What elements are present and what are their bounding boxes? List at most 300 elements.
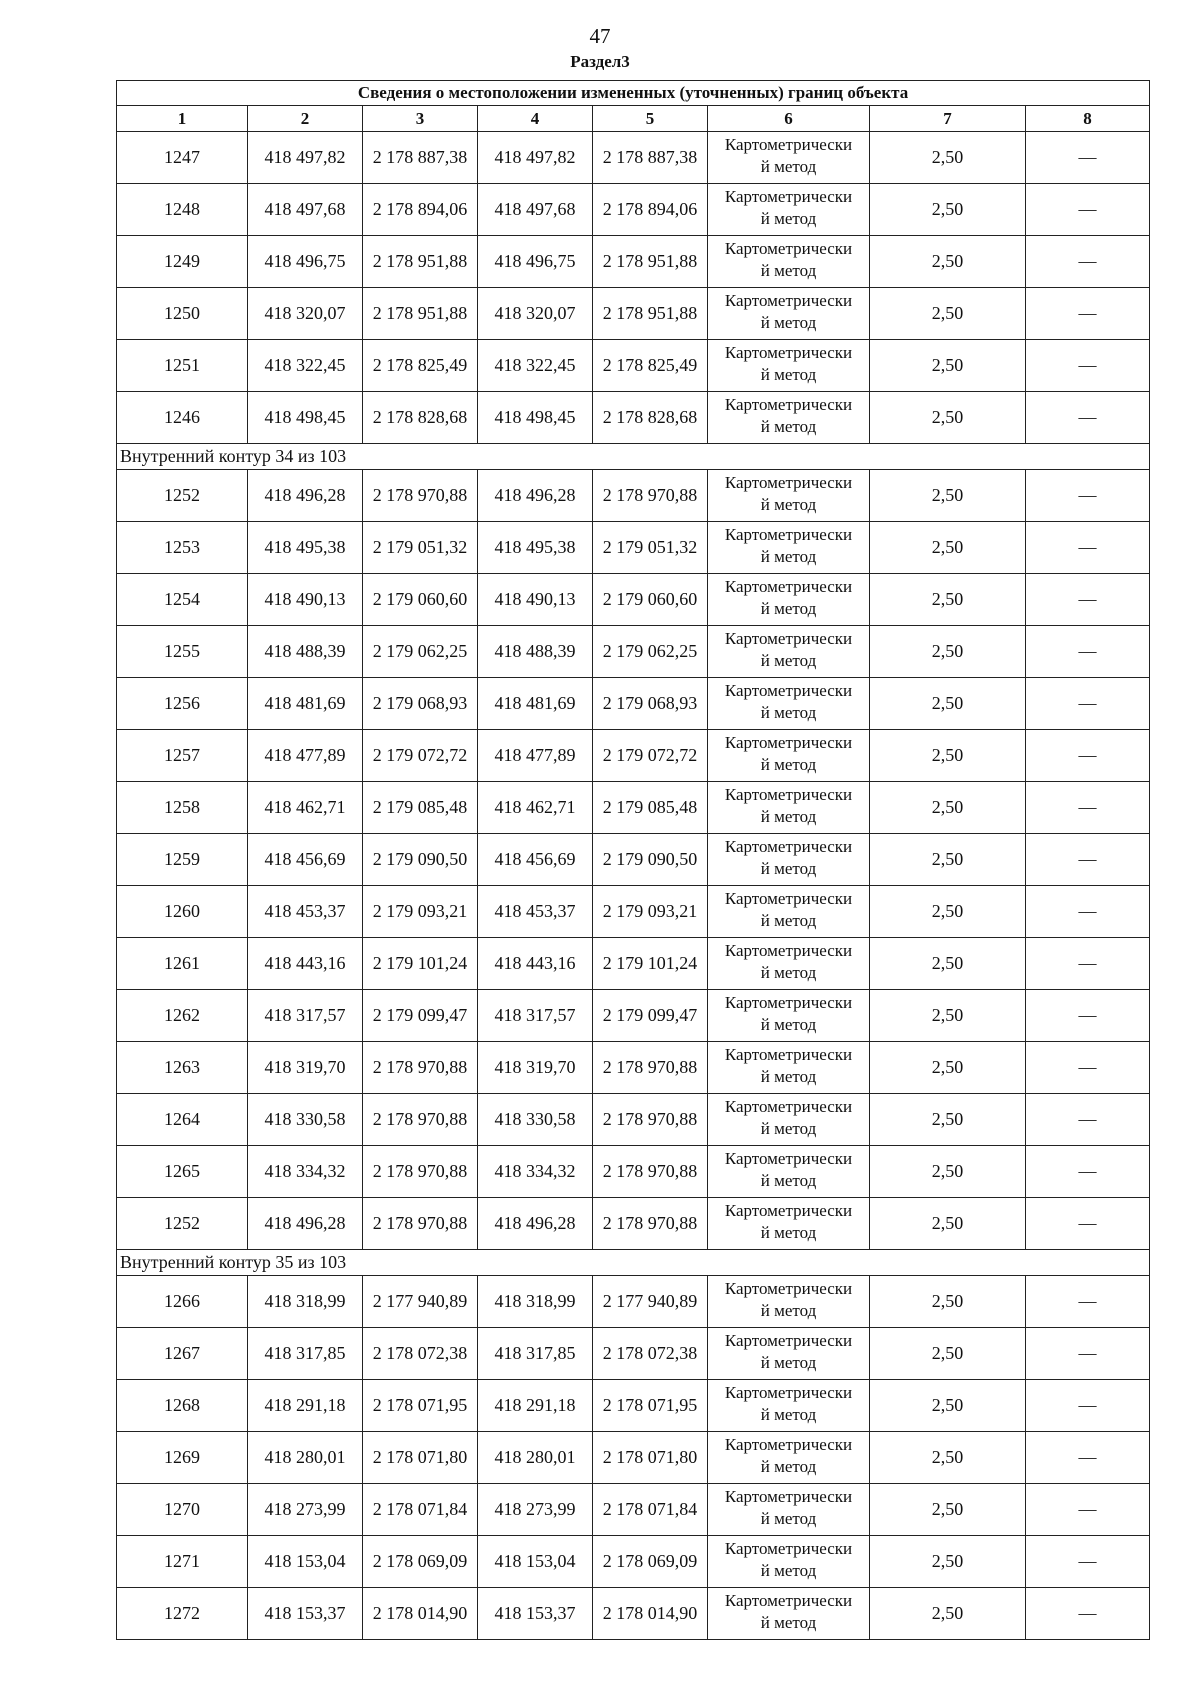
method-text-line: й метод — [760, 1301, 817, 1320]
table-row — [117, 1536, 1150, 1588]
method-text-line: Картометрически — [724, 681, 853, 700]
accuracy-cell: 2,50 — [870, 340, 1026, 392]
point-number-cell: 1262 — [117, 990, 248, 1042]
y-coordinate-cell: 2 178 071,80 — [593, 1432, 708, 1484]
x-coordinate-cell: 418 153,37 — [478, 1588, 593, 1640]
y-coordinate-cell: 2 178 951,88 — [363, 288, 478, 340]
point-number-cell: 1255 — [117, 626, 248, 678]
accuracy-cell: 2,50 — [870, 392, 1026, 444]
description-cell: — — [1026, 990, 1150, 1042]
point-number-cell: 1253 — [117, 522, 248, 574]
accuracy-cell: 2,50 — [870, 1276, 1026, 1328]
description-cell: — — [1026, 574, 1150, 626]
description-cell: — — [1026, 1328, 1150, 1380]
column-number: 1 — [117, 106, 248, 132]
y-coordinate-cell: 2 179 090,50 — [363, 834, 478, 886]
column-number: 6 — [708, 106, 870, 132]
x-coordinate-cell: 418 330,58 — [478, 1094, 593, 1146]
method-text-line: й метод — [760, 1405, 817, 1424]
x-coordinate-cell: 418 477,89 — [478, 730, 593, 782]
description-cell: — — [1026, 522, 1150, 574]
x-coordinate-cell: 418 273,99 — [478, 1484, 593, 1536]
method-text-line: Картометрически — [724, 291, 853, 310]
y-coordinate-cell: 2 178 970,88 — [593, 1042, 708, 1094]
column-number: 2 — [248, 106, 363, 132]
accuracy-cell: 2,50 — [870, 782, 1026, 834]
y-coordinate-cell: 2 178 887,38 — [593, 132, 708, 184]
y-coordinate-cell: 2 179 101,24 — [363, 938, 478, 990]
y-coordinate-cell: 2 178 069,09 — [593, 1536, 708, 1588]
method-cell — [708, 132, 870, 184]
x-coordinate-cell: 418 497,82 — [478, 132, 593, 184]
y-coordinate-cell: 2 178 825,49 — [593, 340, 708, 392]
table-row — [117, 886, 1150, 938]
y-coordinate-cell: 2 179 085,48 — [593, 782, 708, 834]
description-cell: — — [1026, 1588, 1150, 1640]
table-row — [117, 1328, 1150, 1380]
method-cell — [708, 1198, 870, 1250]
table-row — [117, 392, 1150, 444]
x-coordinate-cell: 418 497,68 — [248, 184, 363, 236]
point-number-cell: 1260 — [117, 886, 248, 938]
method-cell — [708, 340, 870, 392]
method-text-line: Картометрически — [724, 889, 853, 908]
point-number-cell: 1259 — [117, 834, 248, 886]
table-body — [117, 132, 1150, 1640]
x-coordinate-cell: 418 280,01 — [248, 1432, 363, 1484]
y-coordinate-cell: 2 178 894,06 — [593, 184, 708, 236]
method-text-line: й метод — [760, 1119, 817, 1138]
method-text-line: й метод — [760, 651, 817, 670]
x-coordinate-cell: 418 498,45 — [248, 392, 363, 444]
column-number: 8 — [1026, 106, 1150, 132]
method-cell — [708, 236, 870, 288]
accuracy-cell: 2,50 — [870, 1328, 1026, 1380]
x-coordinate-cell: 418 319,70 — [248, 1042, 363, 1094]
description-cell: — — [1026, 1094, 1150, 1146]
x-coordinate-cell: 418 153,04 — [478, 1536, 593, 1588]
description-cell: — — [1026, 886, 1150, 938]
description-cell: — — [1026, 626, 1150, 678]
accuracy-cell: 2,50 — [870, 1198, 1026, 1250]
x-coordinate-cell: 418 291,18 — [248, 1380, 363, 1432]
accuracy-cell: 2,50 — [870, 834, 1026, 886]
column-number-row — [117, 106, 1150, 132]
method-text-line: й метод — [760, 911, 817, 930]
method-text-line: й метод — [760, 1067, 817, 1086]
y-coordinate-cell: 2 178 951,88 — [593, 236, 708, 288]
table-row — [117, 132, 1150, 184]
accuracy-cell: 2,50 — [870, 132, 1026, 184]
description-cell: — — [1026, 678, 1150, 730]
point-number-cell: 1266 — [117, 1276, 248, 1328]
table-row — [117, 1198, 1150, 1250]
x-coordinate-cell: 418 318,99 — [248, 1276, 363, 1328]
method-cell — [708, 1146, 870, 1198]
table-row — [117, 1276, 1150, 1328]
description-cell: — — [1026, 1432, 1150, 1484]
description-cell: — — [1026, 1276, 1150, 1328]
y-coordinate-cell: 2 178 072,38 — [363, 1328, 478, 1380]
y-coordinate-cell: 2 178 970,88 — [363, 470, 478, 522]
point-number-cell: 1247 — [117, 132, 248, 184]
accuracy-cell: 2,50 — [870, 522, 1026, 574]
x-coordinate-cell: 418 496,28 — [248, 470, 363, 522]
contour-heading-row — [117, 1250, 1150, 1276]
method-text-line: й метод — [760, 1171, 817, 1190]
y-coordinate-cell: 2 178 951,88 — [593, 288, 708, 340]
y-coordinate-cell: 2 178 970,88 — [363, 1146, 478, 1198]
method-cell — [708, 1276, 870, 1328]
point-number-cell: 1270 — [117, 1484, 248, 1536]
description-cell: — — [1026, 1042, 1150, 1094]
method-text-line: Картометрически — [724, 1331, 853, 1350]
description-cell: — — [1026, 1146, 1150, 1198]
point-number-cell: 1246 — [117, 392, 248, 444]
accuracy-cell: 2,50 — [870, 1588, 1026, 1640]
x-coordinate-cell: 418 490,13 — [248, 574, 363, 626]
table-row — [117, 470, 1150, 522]
accuracy-cell: 2,50 — [870, 1042, 1026, 1094]
y-coordinate-cell: 2 178 951,88 — [363, 236, 478, 288]
description-cell: — — [1026, 1484, 1150, 1536]
method-text-line: й метод — [760, 859, 817, 878]
description-cell: — — [1026, 1198, 1150, 1250]
y-coordinate-cell: 2 179 101,24 — [593, 938, 708, 990]
x-coordinate-cell: 418 498,45 — [478, 392, 593, 444]
y-coordinate-cell: 2 179 085,48 — [363, 782, 478, 834]
x-coordinate-cell: 418 481,69 — [248, 678, 363, 730]
method-text-line: Картометрически — [724, 577, 853, 596]
method-text-line: й метод — [760, 1613, 817, 1632]
method-text-line: й метод — [760, 1223, 817, 1242]
y-coordinate-cell: 2 177 940,89 — [593, 1276, 708, 1328]
description-cell: — — [1026, 236, 1150, 288]
method-text-line: й метод — [760, 261, 817, 280]
x-coordinate-cell: 418 488,39 — [248, 626, 363, 678]
point-number-cell: 1254 — [117, 574, 248, 626]
x-coordinate-cell: 418 453,37 — [248, 886, 363, 938]
method-cell — [708, 730, 870, 782]
table-row — [117, 1042, 1150, 1094]
x-coordinate-cell: 418 320,07 — [478, 288, 593, 340]
method-cell — [708, 1042, 870, 1094]
x-coordinate-cell: 418 153,04 — [248, 1536, 363, 1588]
method-cell — [708, 1588, 870, 1640]
table-row — [117, 678, 1150, 730]
method-text-line: Картометрически — [724, 1383, 853, 1402]
point-number-cell: 1256 — [117, 678, 248, 730]
method-text-line: й метод — [760, 599, 817, 618]
point-number-cell: 1263 — [117, 1042, 248, 1094]
method-text-line: й метод — [760, 703, 817, 722]
x-coordinate-cell: 418 322,45 — [478, 340, 593, 392]
y-coordinate-cell: 2 179 072,72 — [593, 730, 708, 782]
description-cell: — — [1026, 1380, 1150, 1432]
point-number-cell: 1250 — [117, 288, 248, 340]
table-row — [117, 574, 1150, 626]
accuracy-cell: 2,50 — [870, 1484, 1026, 1536]
method-cell — [708, 1484, 870, 1536]
x-coordinate-cell: 418 317,85 — [248, 1328, 363, 1380]
method-text-line: й метод — [760, 1457, 817, 1476]
accuracy-cell: 2,50 — [870, 1146, 1026, 1198]
method-text-line: й метод — [760, 1561, 817, 1580]
method-text-line: й метод — [760, 157, 817, 176]
y-coordinate-cell: 2 178 970,88 — [593, 1198, 708, 1250]
x-coordinate-cell: 418 456,69 — [248, 834, 363, 886]
method-text-line: й метод — [760, 209, 817, 228]
method-cell — [708, 834, 870, 886]
accuracy-cell: 2,50 — [870, 626, 1026, 678]
method-cell — [708, 1536, 870, 1588]
method-cell — [708, 522, 870, 574]
method-cell — [708, 1328, 870, 1380]
description-cell: — — [1026, 184, 1150, 236]
contour-heading-row — [117, 444, 1150, 470]
x-coordinate-cell: 418 497,68 — [478, 184, 593, 236]
point-number-cell: 1265 — [117, 1146, 248, 1198]
point-number-cell: 1252 — [117, 1198, 248, 1250]
table-caption: Сведения о местоположении измененных (уточненных) границ объекта — [117, 81, 1150, 106]
method-text-line: Картометрически — [724, 941, 853, 960]
x-coordinate-cell: 418 453,37 — [478, 886, 593, 938]
description-cell: — — [1026, 132, 1150, 184]
point-number-cell: 1268 — [117, 1380, 248, 1432]
y-coordinate-cell: 2 178 970,88 — [363, 1198, 478, 1250]
y-coordinate-cell: 2 179 099,47 — [593, 990, 708, 1042]
point-number-cell: 1267 — [117, 1328, 248, 1380]
description-cell: — — [1026, 288, 1150, 340]
column-number: 5 — [593, 106, 708, 132]
x-coordinate-cell: 418 495,38 — [248, 522, 363, 574]
table-row — [117, 834, 1150, 886]
x-coordinate-cell: 418 488,39 — [478, 626, 593, 678]
x-coordinate-cell: 418 317,57 — [248, 990, 363, 1042]
accuracy-cell: 2,50 — [870, 886, 1026, 938]
page-number: 47 — [589, 24, 611, 48]
contour-label: Внутренний контур 34 из 103 — [117, 444, 1150, 470]
table-row — [117, 1484, 1150, 1536]
x-coordinate-cell: 418 496,75 — [478, 236, 593, 288]
boundary-coordinates-table — [116, 80, 1150, 1640]
method-cell — [708, 886, 870, 938]
point-number-cell: 1258 — [117, 782, 248, 834]
y-coordinate-cell: 2 179 060,60 — [593, 574, 708, 626]
x-coordinate-cell: 418 481,69 — [478, 678, 593, 730]
accuracy-cell: 2,50 — [870, 678, 1026, 730]
table-row — [117, 626, 1150, 678]
y-coordinate-cell: 2 178 071,84 — [363, 1484, 478, 1536]
point-number-cell: 1261 — [117, 938, 248, 990]
method-cell — [708, 782, 870, 834]
point-number-cell: 1249 — [117, 236, 248, 288]
method-text-line: й метод — [760, 1509, 817, 1528]
x-coordinate-cell: 418 322,45 — [248, 340, 363, 392]
point-number-cell: 1252 — [117, 470, 248, 522]
y-coordinate-cell: 2 178 828,68 — [593, 392, 708, 444]
column-number: 7 — [870, 106, 1026, 132]
method-text-line: Картометрически — [724, 1279, 853, 1298]
y-coordinate-cell: 2 178 970,88 — [363, 1042, 478, 1094]
accuracy-cell: 2,50 — [870, 574, 1026, 626]
method-text-line: й метод — [760, 807, 817, 826]
method-cell — [708, 678, 870, 730]
method-text-line: Картометрически — [724, 785, 853, 804]
method-text-line: й метод — [760, 963, 817, 982]
y-coordinate-cell: 2 178 828,68 — [363, 392, 478, 444]
table-row — [117, 1380, 1150, 1432]
method-text-line: й метод — [760, 755, 817, 774]
method-cell — [708, 1380, 870, 1432]
point-number-cell: 1272 — [117, 1588, 248, 1640]
y-coordinate-cell: 2 178 014,90 — [593, 1588, 708, 1640]
y-coordinate-cell: 2 179 060,60 — [363, 574, 478, 626]
y-coordinate-cell: 2 178 970,88 — [593, 1094, 708, 1146]
x-coordinate-cell: 418 456,69 — [478, 834, 593, 886]
table-row — [117, 938, 1150, 990]
table-row — [117, 782, 1150, 834]
method-text-line: й метод — [760, 547, 817, 566]
method-text-line: й метод — [760, 1353, 817, 1372]
method-text-line: Картометрически — [724, 1201, 853, 1220]
x-coordinate-cell: 418 334,32 — [248, 1146, 363, 1198]
method-text-line: Картометрически — [724, 1045, 853, 1064]
x-coordinate-cell: 418 153,37 — [248, 1588, 363, 1640]
x-coordinate-cell: 418 318,99 — [478, 1276, 593, 1328]
y-coordinate-cell: 2 179 051,32 — [593, 522, 708, 574]
table-row — [117, 236, 1150, 288]
method-cell — [708, 938, 870, 990]
method-text-line: Картометрически — [724, 1435, 853, 1454]
table-row — [117, 730, 1150, 782]
y-coordinate-cell: 2 178 970,88 — [593, 470, 708, 522]
method-text-line: Картометрически — [724, 733, 853, 752]
method-text-line: Картометрически — [724, 395, 853, 414]
method-text-line: Картометрически — [724, 1487, 853, 1506]
y-coordinate-cell: 2 179 093,21 — [363, 886, 478, 938]
description-cell: — — [1026, 782, 1150, 834]
y-coordinate-cell: 2 179 099,47 — [363, 990, 478, 1042]
y-coordinate-cell: 2 178 970,88 — [593, 1146, 708, 1198]
y-coordinate-cell: 2 179 072,72 — [363, 730, 478, 782]
x-coordinate-cell: 418 319,70 — [478, 1042, 593, 1094]
method-cell — [708, 392, 870, 444]
table-row — [117, 990, 1150, 1042]
x-coordinate-cell: 418 496,28 — [478, 1198, 593, 1250]
method-text-line: Картометрически — [724, 1591, 853, 1610]
table-row — [117, 1094, 1150, 1146]
section-title: Раздел3 — [570, 52, 630, 71]
y-coordinate-cell: 2 179 093,21 — [593, 886, 708, 938]
accuracy-cell: 2,50 — [870, 730, 1026, 782]
accuracy-cell: 2,50 — [870, 938, 1026, 990]
y-coordinate-cell: 2 178 069,09 — [363, 1536, 478, 1588]
y-coordinate-cell: 2 177 940,89 — [363, 1276, 478, 1328]
y-coordinate-cell: 2 178 071,84 — [593, 1484, 708, 1536]
method-text-line: й метод — [760, 1015, 817, 1034]
x-coordinate-cell: 418 477,89 — [248, 730, 363, 782]
accuracy-cell: 2,50 — [870, 1432, 1026, 1484]
method-cell — [708, 1432, 870, 1484]
table-row — [117, 288, 1150, 340]
x-coordinate-cell: 418 462,71 — [478, 782, 593, 834]
method-text-line: й метод — [760, 313, 817, 332]
x-coordinate-cell: 418 273,99 — [248, 1484, 363, 1536]
y-coordinate-cell: 2 178 072,38 — [593, 1328, 708, 1380]
method-text-line: Картометрически — [724, 1539, 853, 1558]
column-number: 3 — [363, 106, 478, 132]
table-row — [117, 340, 1150, 392]
method-text-line: Картометрически — [724, 629, 853, 648]
method-text-line: й метод — [760, 495, 817, 514]
accuracy-cell: 2,50 — [870, 1380, 1026, 1432]
accuracy-cell: 2,50 — [870, 470, 1026, 522]
method-text-line: Картометрически — [724, 239, 853, 258]
description-cell: — — [1026, 834, 1150, 886]
x-coordinate-cell: 418 496,28 — [248, 1198, 363, 1250]
x-coordinate-cell: 418 291,18 — [478, 1380, 593, 1432]
point-number-cell: 1251 — [117, 340, 248, 392]
y-coordinate-cell: 2 178 887,38 — [363, 132, 478, 184]
method-cell — [708, 470, 870, 522]
y-coordinate-cell: 2 178 071,80 — [363, 1432, 478, 1484]
description-cell: — — [1026, 1536, 1150, 1588]
y-coordinate-cell: 2 179 068,93 — [363, 678, 478, 730]
y-coordinate-cell: 2 178 071,95 — [363, 1380, 478, 1432]
table-row — [117, 184, 1150, 236]
method-text-line: Картометрически — [724, 837, 853, 856]
y-coordinate-cell: 2 178 071,95 — [593, 1380, 708, 1432]
x-coordinate-cell: 418 317,57 — [478, 990, 593, 1042]
method-cell — [708, 288, 870, 340]
accuracy-cell: 2,50 — [870, 184, 1026, 236]
method-text-line: Картометрически — [724, 525, 853, 544]
point-number-cell: 1271 — [117, 1536, 248, 1588]
table-row — [117, 522, 1150, 574]
x-coordinate-cell: 418 443,16 — [478, 938, 593, 990]
method-text-line: Картометрически — [724, 343, 853, 362]
y-coordinate-cell: 2 178 970,88 — [363, 1094, 478, 1146]
x-coordinate-cell: 418 496,28 — [478, 470, 593, 522]
accuracy-cell: 2,50 — [870, 990, 1026, 1042]
x-coordinate-cell: 418 490,13 — [478, 574, 593, 626]
table-row — [117, 1588, 1150, 1640]
point-number-cell: 1264 — [117, 1094, 248, 1146]
point-number-cell: 1269 — [117, 1432, 248, 1484]
y-coordinate-cell: 2 179 051,32 — [363, 522, 478, 574]
column-number: 4 — [478, 106, 593, 132]
method-text-line: й метод — [760, 417, 817, 436]
description-cell: — — [1026, 730, 1150, 782]
y-coordinate-cell: 2 179 062,25 — [593, 626, 708, 678]
table-row — [117, 1146, 1150, 1198]
x-coordinate-cell: 418 334,32 — [478, 1146, 593, 1198]
method-cell — [708, 574, 870, 626]
y-coordinate-cell: 2 179 068,93 — [593, 678, 708, 730]
accuracy-cell: 2,50 — [870, 1536, 1026, 1588]
x-coordinate-cell: 418 330,58 — [248, 1094, 363, 1146]
x-coordinate-cell: 418 495,38 — [478, 522, 593, 574]
method-cell — [708, 626, 870, 678]
accuracy-cell: 2,50 — [870, 1094, 1026, 1146]
method-cell — [708, 1094, 870, 1146]
method-text-line: Картометрически — [724, 135, 853, 154]
description-cell: — — [1026, 340, 1150, 392]
method-text-line: Картометрически — [724, 1149, 853, 1168]
x-coordinate-cell: 418 497,82 — [248, 132, 363, 184]
description-cell: — — [1026, 392, 1150, 444]
